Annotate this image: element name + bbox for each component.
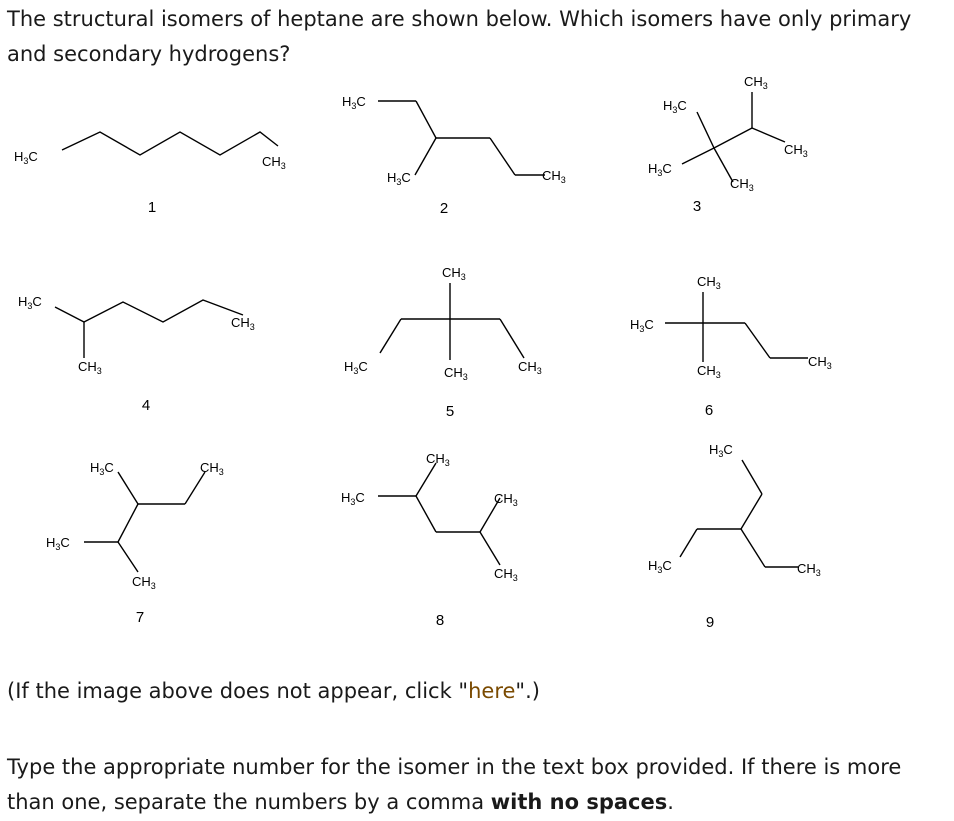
isomer-number-9: 9 bbox=[705, 614, 715, 631]
isomer-2-structure bbox=[342, 94, 566, 217]
instructions-text: Type the appropriate number for the isomer in the text box provided. If there is more than one, separate the numbers by a comma bbox=[7, 755, 902, 814]
bond-line bbox=[741, 494, 762, 529]
isomer-6-h3c-left: $H_3C$ bbox=[630, 317, 654, 334]
isomer-3-ch3-top: $CH_3$ bbox=[744, 74, 768, 91]
isomer-3-ch3-right: $CH_3$ bbox=[784, 142, 808, 159]
bond-line bbox=[682, 148, 714, 164]
isomer-number-3: 3 bbox=[692, 198, 702, 215]
instructions-bold: with no spaces bbox=[490, 790, 668, 814]
answer-instructions bbox=[7, 750, 952, 820]
isomer-number-7: 7 bbox=[135, 609, 145, 626]
isomer-8-structure bbox=[341, 451, 518, 629]
isomer-5-ch3-right: $CH_3$ bbox=[518, 359, 542, 376]
isomer-3-structure bbox=[648, 74, 808, 215]
isomer-number-8: 8 bbox=[435, 612, 445, 629]
isomer-5-ch3-bottom: $CH_3$ bbox=[444, 365, 468, 382]
isomer-8-h3c-left: $H_3C$ bbox=[341, 490, 365, 507]
isomer-5-structure bbox=[344, 265, 542, 420]
isomer-7-ch3-top-right: $CH_3$ bbox=[200, 460, 224, 477]
bond-line bbox=[500, 319, 524, 358]
isomer-2-ch3-right: $CH_3$ bbox=[542, 168, 566, 185]
bond-line bbox=[416, 101, 436, 138]
isomer-8-ch3-right-upper: $CH_3$ bbox=[494, 491, 518, 508]
isomer-4-h3c-left: $H_3C$ bbox=[18, 294, 42, 311]
bond-line bbox=[380, 319, 401, 353]
isomer-structures-svg bbox=[0, 70, 954, 640]
isomer-7-ch3-bottom: $CH_3$ bbox=[132, 574, 156, 591]
isomer-9-h3c-bottom: $H_3C$ bbox=[648, 558, 672, 575]
bond-line bbox=[415, 138, 436, 175]
note-prefix: (If the image above does not appear, click " bbox=[7, 679, 469, 703]
isomer-2-h3c-bottom: $H_3C$ bbox=[387, 170, 411, 187]
isomer-8-ch3-top: $CH_3$ bbox=[426, 451, 450, 468]
isomer-9-structure bbox=[648, 442, 821, 631]
isomer-7-h3c-top: $H_3C$ bbox=[90, 460, 114, 477]
bond-line bbox=[118, 542, 138, 572]
bond-line bbox=[697, 112, 714, 148]
bond-line bbox=[490, 138, 515, 175]
bond-line bbox=[118, 472, 138, 504]
isomer-4-structure bbox=[18, 294, 255, 414]
isomer-1-structure bbox=[14, 132, 286, 216]
bond-line bbox=[752, 128, 785, 142]
isomer-number-6: 6 bbox=[704, 402, 714, 419]
isomer-7-structure bbox=[46, 460, 224, 626]
isomer-3-h3c-lower: $H_3C$ bbox=[648, 161, 672, 178]
here-link[interactable]: here bbox=[468, 679, 516, 703]
bond-line bbox=[55, 307, 84, 322]
isomer-2-h3c-top: $H_3C$ bbox=[342, 94, 366, 111]
isomer-number-5: 5 bbox=[445, 403, 455, 420]
bond-line bbox=[416, 496, 436, 532]
heptane-isomers-figure bbox=[0, 70, 954, 640]
isomer-number-2: 2 bbox=[439, 200, 449, 217]
isomer-9-ch3-right: $CH_3$ bbox=[797, 561, 821, 578]
bond-line bbox=[680, 529, 697, 557]
bond-line bbox=[118, 504, 138, 542]
isomer-5-h3c-left: $H_3C$ bbox=[344, 359, 368, 376]
instructions-end: . bbox=[667, 790, 674, 814]
isomer-6-ch3-bottom: $CH_3$ bbox=[697, 363, 721, 380]
isomer-number-4: 4 bbox=[141, 397, 151, 414]
isomer-1-chain bbox=[62, 132, 278, 155]
note-suffix: ".) bbox=[515, 679, 540, 703]
isomer-4-ch3-bottom: $CH_3$ bbox=[78, 359, 102, 376]
isomer-6-ch3-top: $CH_3$ bbox=[697, 274, 721, 291]
isomer-6-ch3-right: $CH_3$ bbox=[808, 354, 832, 371]
isomer-1-h3c-left: $H_3C$ bbox=[14, 149, 38, 166]
isomer-3-ch3-bottom: $CH_3$ bbox=[730, 176, 754, 193]
image-fallback-note bbox=[7, 676, 540, 706]
bond-line bbox=[741, 529, 765, 567]
isomer-4-ch3-right: $CH_3$ bbox=[231, 315, 255, 332]
bond-line bbox=[745, 323, 770, 358]
bond-line bbox=[480, 532, 500, 565]
isomer-7-h3c-left: $H_3C$ bbox=[46, 535, 70, 552]
isomer-number-1: 1 bbox=[147, 199, 157, 216]
bond-line bbox=[84, 300, 243, 322]
isomer-1-ch3-right: $CH_3$ bbox=[262, 154, 286, 171]
isomer-9-h3c-top: $H_3C$ bbox=[709, 442, 733, 459]
bond-line bbox=[185, 472, 205, 504]
isomer-6-structure bbox=[630, 274, 832, 419]
isomer-3-h3c-upper: $H_3C$ bbox=[663, 98, 687, 115]
isomer-8-ch3-right-lower: $CH_3$ bbox=[494, 566, 518, 583]
bond-line bbox=[714, 128, 752, 148]
question-text: The structural isomers of heptane are shown below. Which isomers have only primary and secondary hydrogens? bbox=[7, 7, 912, 66]
isomer-5-ch3-top: $CH_3$ bbox=[442, 265, 466, 282]
bond-line bbox=[742, 460, 762, 494]
bond-line bbox=[416, 463, 436, 496]
